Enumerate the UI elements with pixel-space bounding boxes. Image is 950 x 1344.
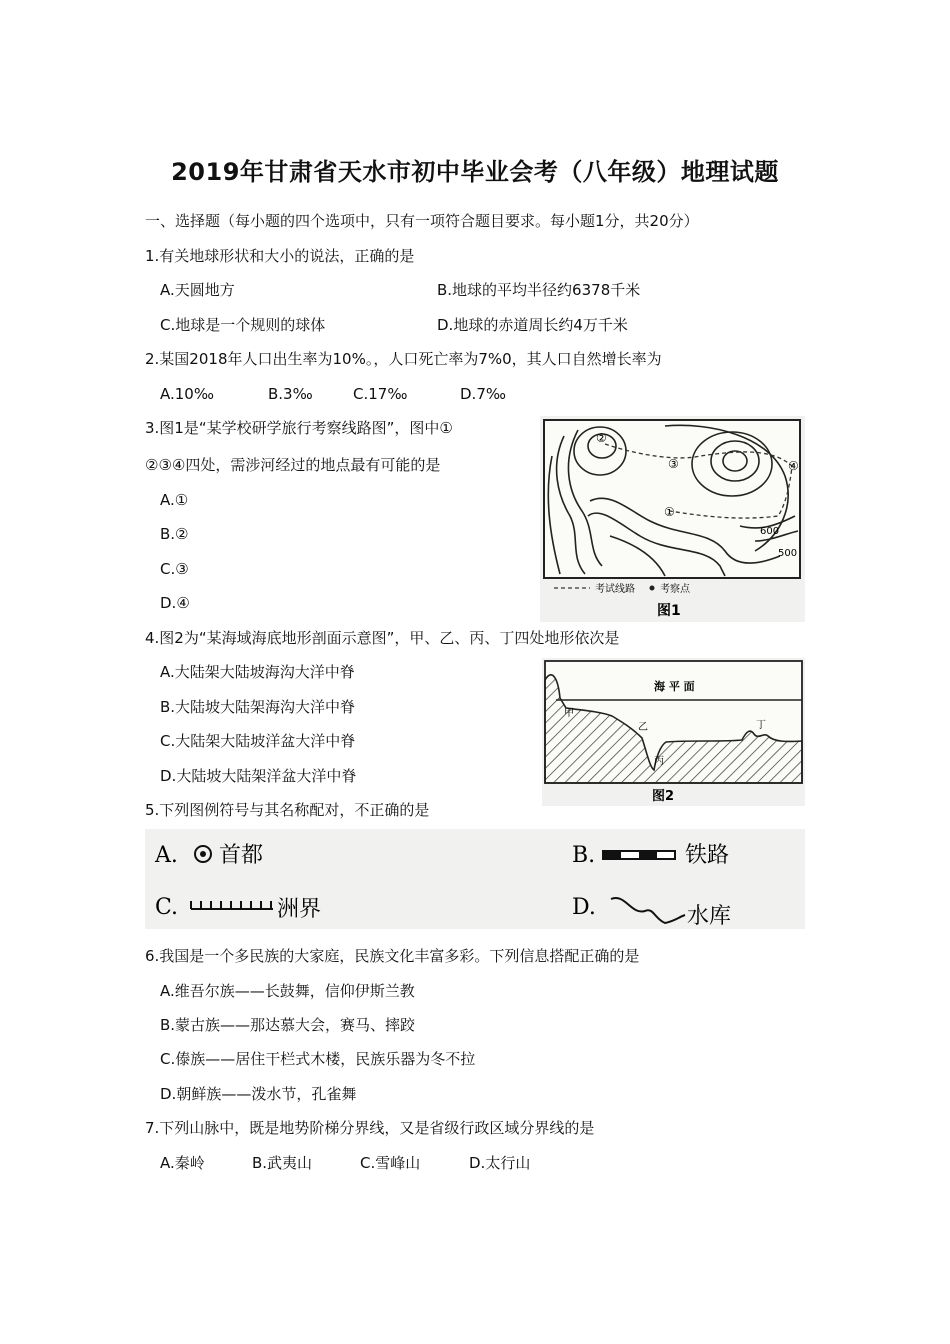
- figure-1-caption: 图1: [657, 603, 681, 619]
- question-7-option-c: C.雪峰山: [360, 1154, 421, 1172]
- question-7-option-b: B.武夷山: [252, 1154, 313, 1172]
- legend-route-label: 考试线路: [595, 584, 635, 595]
- option-b-letter: B.: [572, 843, 596, 868]
- question-1-stem: 1.有关地球形状和大小的说法，正确的是: [145, 247, 415, 265]
- option-c-name: 洲界: [277, 897, 322, 922]
- question-1-option-a: A.天圆地方: [160, 281, 235, 299]
- question-3-option-d: D.④: [160, 594, 190, 612]
- option-d-letter: D.: [572, 895, 596, 920]
- question-2-stem: 2.某国2018年人口出生率为10%。，人口死亡率为7%0，其人口自然增长率为: [145, 350, 662, 368]
- fig1-label-600: 600: [760, 526, 780, 537]
- fig1-label-500: 500: [778, 548, 798, 559]
- fig1-point-3: ③: [668, 457, 679, 471]
- question-2-option-a: A.10‰: [160, 385, 214, 403]
- question-6-option-b: B.蒙古族——那达慕大会，赛马、摔跤: [160, 1016, 416, 1034]
- question-5-stem: 5.下列图例符号与其名称配对，不正确的是: [145, 801, 430, 819]
- legend-point-icon: [650, 586, 655, 591]
- option-c-letter: C.: [155, 895, 179, 920]
- fig1-point-2: ②: [596, 431, 607, 445]
- question-7-option-a: A.秦岭: [160, 1154, 205, 1172]
- question-3-stem-line2: ②③④四处，需涉河经过的地点最有可能的是: [145, 456, 441, 474]
- question-6-option-a: A.维吾尔族——长鼓舞，信仰伊斯兰教: [160, 982, 415, 1000]
- page-title: 2019年甘肃省天水市初中毕业会考（八年级）地理试题: [171, 158, 779, 186]
- fig2-label-jia: 甲: [564, 708, 574, 719]
- option-d-name: 水库: [687, 904, 732, 929]
- question-4-option-a: A.大陆架大陆坡海沟大洋中脊: [160, 663, 355, 681]
- question-4-option-d: D.大陆坡大陆架洋盆大洋中脊: [160, 767, 357, 785]
- figure-2-caption: 图2: [652, 789, 675, 804]
- question-3-option-b: B.②: [160, 525, 189, 543]
- question-5-symbol-panel: [145, 829, 805, 929]
- option-b-name: 铁路: [685, 843, 730, 868]
- symbol-legend-graphic: [145, 829, 805, 929]
- seabed-profile-graphic: [542, 658, 805, 806]
- question-6-option-d: D.朝鲜族——泼水节，孔雀舞: [160, 1085, 357, 1103]
- question-1-option-c: C.地球是一个规则的球体: [160, 316, 326, 334]
- contour-map-graphic: [540, 416, 805, 622]
- question-3-option-c: C.③: [160, 560, 189, 578]
- fig1-point-1: ①: [664, 505, 675, 519]
- question-1-option-b: B.地球的平均半径约6378千米: [437, 281, 641, 299]
- question-2-option-c: C.17‰: [353, 385, 408, 403]
- question-4-option-b: B.大陆坡大陆架海沟大洋中脊: [160, 698, 356, 716]
- question-6-stem: 6.我国是一个多民族的大家庭，民族文化丰富多彩。下列信息搭配正确的是: [145, 947, 640, 965]
- fig2-label-ding: 丁: [756, 720, 766, 731]
- question-2-option-b: B.3‰: [268, 385, 313, 403]
- figure-1-contour-map: [540, 416, 805, 622]
- question-3-option-a: A.①: [160, 491, 189, 509]
- fig2-sea-level-label: 海 平 面: [654, 680, 695, 693]
- legend-point-label: 考察点: [660, 584, 690, 595]
- railway-symbol-icon: [603, 851, 675, 859]
- figure-2-seabed-profile: [542, 658, 805, 806]
- option-a-name: 首都: [219, 843, 264, 868]
- question-4-option-c: C.大陆架大陆坡洋盆大洋中脊: [160, 732, 356, 750]
- question-7-stem: 7.下列山脉中，既是地势阶梯分界线，又是省级行政区域分界线的是: [145, 1119, 595, 1137]
- option-a-letter: A.: [155, 843, 178, 868]
- question-1-option-d: D.地球的赤道周长约4万千米: [437, 316, 628, 334]
- section-heading: 一、选择题（每小题的四个选项中，只有一项符合题目要求。每小题1分，共20分）: [145, 212, 699, 230]
- question-2-option-d: D.7‰: [460, 385, 506, 403]
- question-3-stem-line1: 3.图1是“某学校研学旅行考察线路图”，图中①: [145, 419, 453, 437]
- fig2-label-bing: 丙: [654, 756, 664, 767]
- continent-boundary-symbol-icon: [191, 901, 273, 909]
- reservoir-symbol-icon: [611, 898, 685, 923]
- question-6-option-c: C.傣族——居住干栏式木楼，民族乐器为冬不拉: [160, 1050, 476, 1068]
- question-4-stem: 4.图2为“某海域海底地形剖面示意图”，甲、乙、丙、丁四处地形依次是: [145, 629, 620, 647]
- fig1-point-4: ④: [788, 459, 799, 473]
- question-7-option-d: D.太行山: [469, 1154, 531, 1172]
- fig2-label-yi: 乙: [638, 722, 648, 733]
